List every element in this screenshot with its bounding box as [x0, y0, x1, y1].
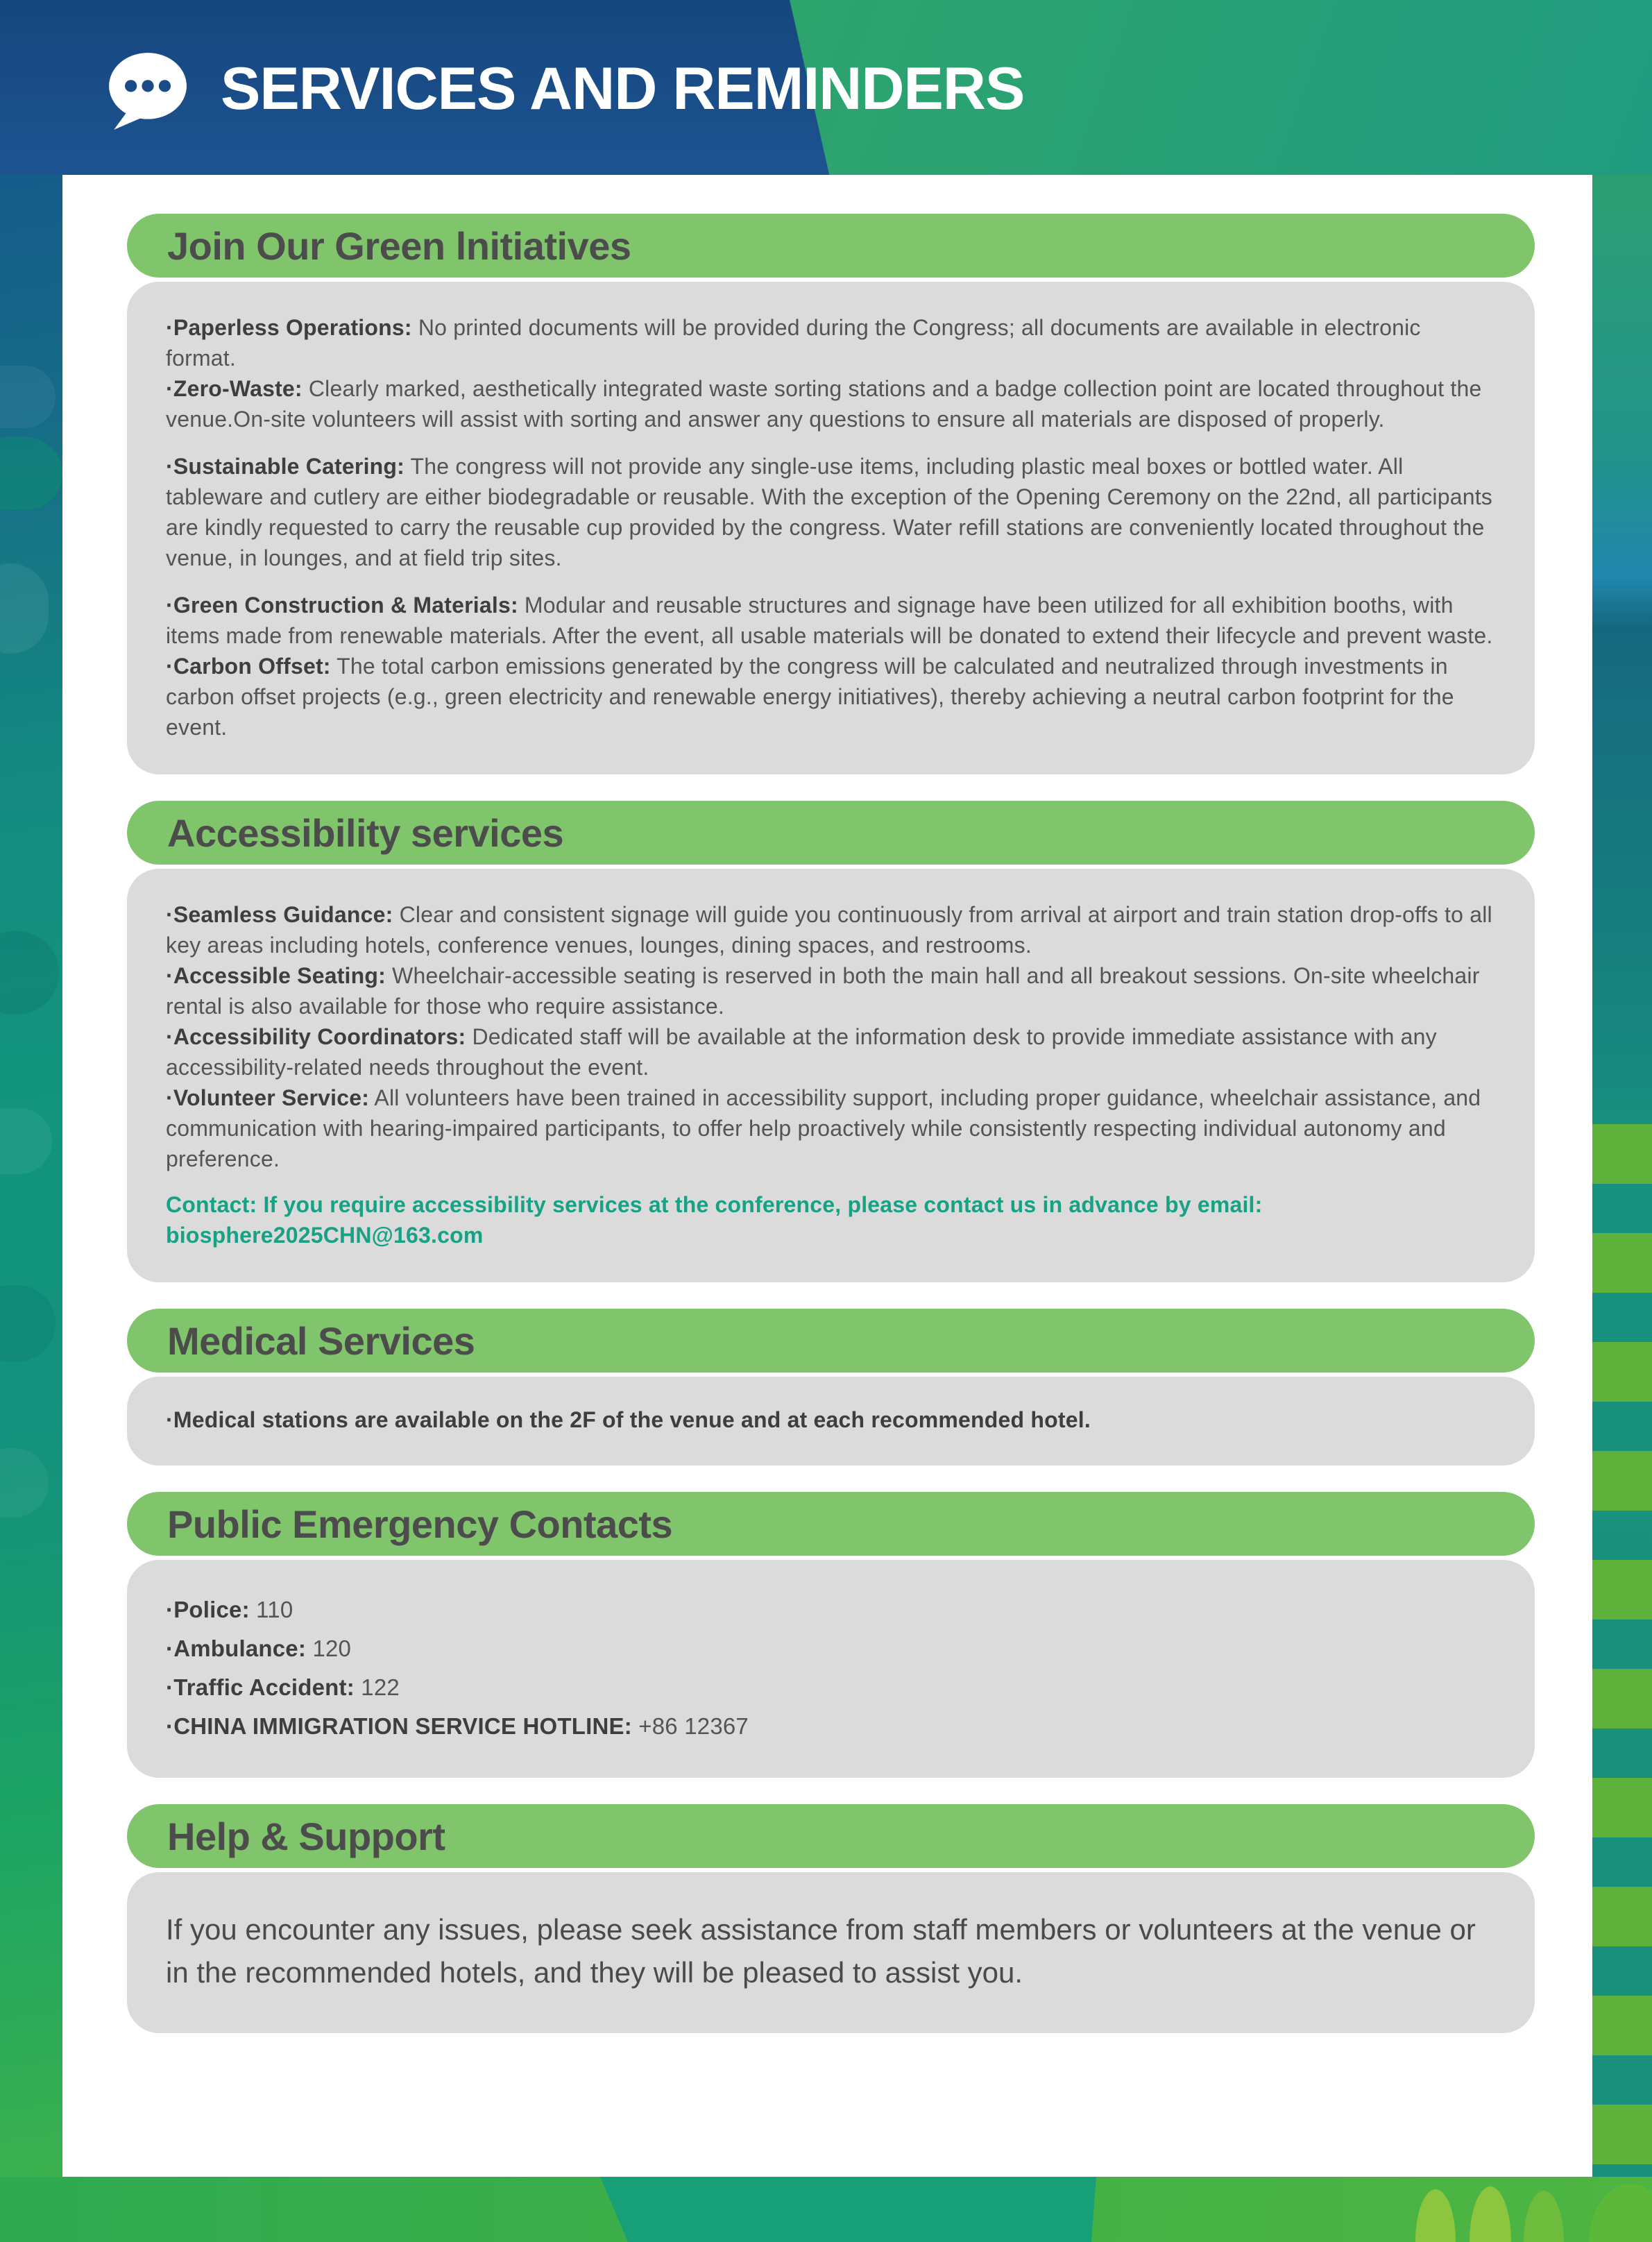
contact-row: ·Traffic Accident: 122	[166, 1674, 400, 1700]
bullet-item: ·Paperless Operations: No printed documents will be provided during the Congress; all documents are available in electronic format.	[166, 315, 1421, 371]
chat-bubble-icon	[104, 48, 189, 133]
section-medical-services	[127, 1309, 1535, 1466]
section-accessibility-services	[127, 801, 1535, 1282]
section-green-initiatives	[127, 214, 1535, 774]
section-panel	[127, 1560, 1535, 1778]
bullet-item: ·Green Construction & Materials: Modular and reusable structures and signage have been utilized for all exhibition booths, with items made from renewable materials. After the event, all usable materials will be donated to extend their lifecycle and prevent waste.	[166, 593, 1493, 648]
decor-pill	[0, 366, 56, 428]
section-title-bar	[127, 1492, 1535, 1556]
bullet-item: ·Medical stations are available on the 2F of the venue and at each recommended hotel.	[166, 1407, 1091, 1432]
section-panel	[127, 1872, 1535, 2033]
decor-pill	[0, 1285, 56, 1361]
section-panel	[127, 869, 1535, 1282]
decor-dot	[1524, 2191, 1564, 2242]
section-title: Accessibility services	[167, 810, 564, 855]
section-title: Help & Support	[167, 1814, 445, 1858]
section-title-bar	[127, 1804, 1535, 1868]
decor-pill	[0, 931, 59, 1014]
header-band	[0, 0, 1652, 175]
right-decor-strip	[1592, 175, 1652, 2177]
bullet-item: ·Accessible Seating: Wheelchair-accessible seating is reserved in both the main hall and all breakout sessions. On-site wheelchair rental is also available for those who require assistance.	[166, 963, 1480, 1019]
header	[104, 0, 1024, 175]
section-title: Medical Services	[167, 1318, 475, 1363]
decor-pill	[0, 1448, 49, 1518]
contact-row: ·CHINA IMMIGRATION SERVICE HOTLINE: +86 12367	[166, 1713, 749, 1739]
contact-text: Contact: If you require accessibility services at the conference, please contact us in advance by email:	[166, 1192, 1263, 1217]
accessibility-contact	[166, 1189, 1496, 1250]
decor-stripes	[1592, 1124, 1652, 2177]
contact-email: biosphere2025CHN@163.com	[166, 1223, 484, 1248]
decor-trapezoid	[600, 2177, 1096, 2242]
decor-dot	[1415, 2189, 1456, 2242]
content-card	[62, 175, 1592, 2177]
bullet-item: ·Carbon Offset: The total carbon emissions generated by the congress will be calculated and neutralized through investments in carbon offset projects (e.g., green electricity and renewable energy initiatives), thereby achieving a neutral carbon footprint for the event.	[166, 654, 1454, 740]
decor-pill	[0, 563, 49, 654]
section-help-support	[127, 1804, 1535, 2033]
section-title: Public Emergency Contacts	[167, 1502, 673, 1546]
page-title: SERVICES AND REMINDERS	[221, 55, 1025, 122]
section-panel	[127, 1377, 1535, 1466]
section-title-bar	[127, 214, 1535, 278]
section-title-bar	[127, 1309, 1535, 1373]
bullet-item: ·Zero-Waste: Clearly marked, aesthetically integrated waste sorting stations and a badge collection point are located throughout the venue.On-site volunteers will assist with sorting and answer any questions to ensure all materials are disposed of properly.	[166, 376, 1482, 432]
bullet-item: ·Sustainable Catering: The congress will not provide any single-use items, including plastic meal boxes or bottled water. All tableware and cutlery are either biodegradable or reusable. With the exception of the Opening Ceremony on the 22nd, all participants are kindly requested to carry the reusable cup provided by the congress. Water refill stations are conveniently located throughout the venue, in lounges, and at field trip sites.	[166, 454, 1492, 570]
contact-row: ·Ambulance: 120	[166, 1636, 352, 1661]
bottom-band	[0, 2177, 1652, 2242]
section-emergency-contacts	[127, 1492, 1535, 1778]
help-text: If you encounter any issues, please seek assistance from staff members or volunteers at the venue or in the recommended hotels, and they will be pleased to assist you.	[166, 1913, 1476, 1989]
bullet-item: ·Seamless Guidance: Clear and consistent signage will guide you continuously from arrival at airport and train station drop-offs to all key areas including hotels, conference venues, lounges, dining spaces, and restrooms.	[166, 902, 1492, 958]
decor-pill	[0, 437, 62, 510]
contact-row: ·Police: 110	[166, 1597, 293, 1622]
decor-pill	[0, 1108, 52, 1174]
decor-dot	[1589, 2184, 1652, 2242]
section-title-bar	[127, 801, 1535, 865]
section-panel	[127, 282, 1535, 774]
decor-dot	[1470, 2186, 1511, 2242]
section-title: Join Our Green lnitiatives	[167, 223, 631, 268]
bullet-item: ·Accessibility Coordinators: Dedicated staff will be available at the information desk to provide immediate assistance with any accessibility-related needs throughout the event.	[166, 1024, 1437, 1080]
left-decor-strip	[0, 175, 62, 2177]
bullet-item: ·Volunteer Service: All volunteers have been trained in accessibility support, including proper guidance, wheelchair assistance, and communication with hearing-impaired participants, to offer help proactively while consistently respecting individual autonomy and preference.	[166, 1085, 1481, 1171]
